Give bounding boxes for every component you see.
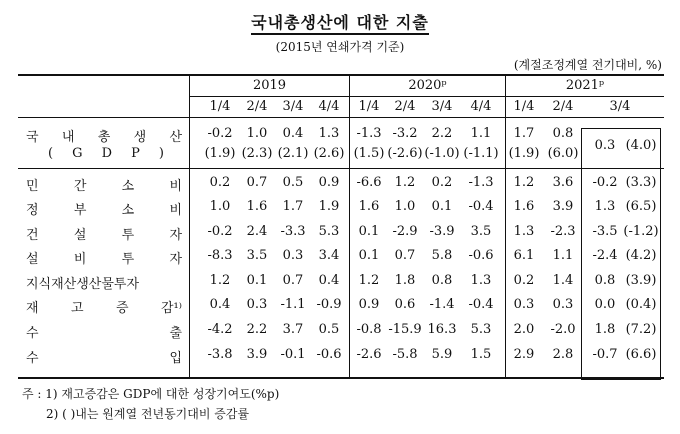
- table-cell: 3.9: [246, 347, 268, 362]
- table-cell: 0.9: [358, 297, 380, 312]
- table-cell: 1.0: [394, 199, 416, 214]
- row-label-char: 투: [121, 228, 135, 243]
- table-cell: 2.2: [431, 126, 453, 141]
- table-cell: 1.1: [552, 248, 574, 263]
- table-cell: (2.3): [241, 146, 273, 161]
- table-cell: 1.6: [246, 199, 268, 214]
- table-cell: 1.3: [318, 126, 340, 141]
- highlight-box: [581, 128, 661, 380]
- table-cell: 3.5: [470, 224, 492, 239]
- table-cell: -0.9: [316, 297, 342, 312]
- row-label-char: 비: [73, 252, 87, 267]
- table-cell: 2.4: [246, 224, 268, 239]
- table-bottom-rule: [18, 377, 664, 379]
- row-label-char: 자: [169, 228, 182, 243]
- row-label-char: 산: [169, 130, 182, 145]
- unit-note: (계절조정계열 전기대비, %): [513, 58, 662, 72]
- table-cell: -0.6: [468, 248, 494, 263]
- table-cell: 2.8: [552, 347, 574, 362]
- table-cell: 0.9: [318, 175, 340, 190]
- row-label-char: 민: [26, 179, 39, 194]
- table-cell: 1.2: [513, 175, 535, 190]
- table-cell: 0.1: [358, 224, 380, 239]
- table-cell: 3.7: [282, 322, 304, 337]
- row-label-char: 부: [73, 203, 87, 218]
- table-cell: -3.5: [592, 224, 618, 239]
- table-cell: -0.8: [356, 322, 382, 337]
- table-cell: -15.9: [388, 322, 422, 337]
- row-label-char: 국: [26, 130, 39, 145]
- table-cell: 1.0: [246, 126, 268, 141]
- row-label-char: (: [48, 146, 54, 161]
- quarter-header: 1/4: [358, 99, 380, 114]
- table-cell: 3.6: [552, 175, 574, 190]
- table-cell: -0.7: [592, 347, 618, 362]
- row-label-char: 소: [121, 179, 135, 194]
- row-label-char: 간: [73, 179, 87, 194]
- yoy-cell: (4.0): [625, 138, 657, 153]
- table-cell: 2.2: [246, 322, 268, 337]
- table-cell: (-1.0): [424, 146, 460, 161]
- table-cell: (1.5): [353, 146, 385, 161]
- footnote-2: 2) ( )내는 원계열 전년동기대비 증감률: [46, 407, 250, 421]
- row-label: [48, 146, 164, 161]
- footnote-1: 주 : 1) 재고증감은 GDP에 대한 성장기여도(%p): [22, 387, 280, 401]
- table-cell: 0.5: [282, 175, 304, 190]
- row-label-char: 내: [61, 130, 75, 145]
- row-label-char: 투: [121, 252, 135, 267]
- table-cell: -3.3: [280, 224, 306, 239]
- year-2019: 2019: [252, 78, 287, 93]
- table-cell: -1.3: [468, 175, 494, 190]
- table-cell: 2.0: [513, 322, 535, 337]
- yoy-cell: (3.3): [625, 175, 657, 190]
- table-cell: 1.5: [470, 347, 492, 362]
- table-cell: -0.6: [316, 347, 342, 362]
- table-cell: -8.3: [207, 248, 233, 263]
- table-cell: -0.4: [468, 297, 494, 312]
- table-cell: 1.2: [358, 273, 380, 288]
- table-cell: 1.0: [209, 199, 231, 214]
- table-cell: 3.9: [552, 199, 574, 214]
- quarter-header: 2/4: [552, 99, 574, 114]
- gdp-rule: [18, 168, 664, 169]
- table-cell: -2.4: [592, 248, 618, 263]
- table-cell: 0.4: [318, 273, 340, 288]
- row-label: [26, 199, 182, 218]
- table-cell: 0.3: [282, 248, 304, 263]
- table-cell: -3.8: [207, 347, 233, 362]
- table-cell: 0.3: [246, 297, 268, 312]
- row-label-char: 입: [169, 351, 182, 366]
- quarter-header: 2/4: [394, 99, 416, 114]
- table-subtitle: (2015년 연쇄가격 기준): [275, 40, 405, 54]
- row-label-char: 비: [169, 179, 182, 194]
- table-cell: -2.0: [550, 322, 576, 337]
- row-label-char: 정: [26, 203, 39, 218]
- table-cell: -1.3: [356, 126, 382, 141]
- table-cell: 0.8: [594, 273, 616, 288]
- quarter-header: 4/4: [318, 99, 340, 114]
- quarter-header: 3/4: [609, 99, 631, 114]
- table-cell: -5.8: [392, 347, 418, 362]
- row-label-char: 재: [26, 301, 39, 316]
- table-cell: 1.8: [394, 273, 416, 288]
- row-label-char: 증: [116, 301, 129, 316]
- row-label-char: D: [101, 146, 113, 161]
- table-cell: -1.1: [280, 297, 306, 312]
- table-cell: 0.0: [594, 297, 616, 312]
- row-label-char: 감¹⁾: [161, 301, 182, 316]
- table-top-rule: [18, 74, 664, 76]
- table-cell: 6.1: [513, 248, 535, 263]
- table-cell: 0.7: [394, 248, 416, 263]
- table-cell: 1.3: [470, 273, 492, 288]
- table-cell: 3.5: [246, 248, 268, 263]
- yoy-cell: (4.2): [625, 248, 657, 263]
- table-cell: 1.6: [358, 199, 380, 214]
- table-cell: (-1.1): [463, 146, 499, 161]
- row-label: [26, 175, 182, 194]
- table-cell: (1.9): [204, 146, 236, 161]
- table-cell: 1.4: [552, 273, 574, 288]
- table-cell: 5.3: [470, 322, 492, 337]
- table-cell: -3.2: [392, 126, 418, 141]
- table-cell: 0.1: [431, 199, 453, 214]
- row-label-char: 자: [169, 252, 182, 267]
- table-cell: -1.4: [429, 297, 455, 312]
- table-cell: -0.1: [280, 347, 306, 362]
- table-cell: 5.8: [431, 248, 453, 263]
- row-label-char: 소: [121, 203, 135, 218]
- row-label: [26, 248, 182, 267]
- year-2021: 2021ᵖ: [565, 78, 605, 93]
- table-cell: -3.9: [429, 224, 455, 239]
- table-cell: 5.9: [431, 347, 453, 362]
- row-label-char: 출: [169, 326, 182, 341]
- table-cell: 0.3: [513, 297, 535, 312]
- table-cell: 0.4: [209, 297, 231, 312]
- table-cell: 0.5: [318, 322, 340, 337]
- yoy-cell: (6.6): [625, 347, 657, 362]
- table-cell: 2.9: [513, 347, 535, 362]
- table-cell: 1.3: [513, 224, 535, 239]
- quarter-header: 2/4: [246, 99, 268, 114]
- row-label: [26, 126, 182, 145]
- table-cell: (-2.6): [387, 146, 423, 161]
- row-label-char: G: [72, 146, 83, 161]
- row-label-char: 설: [73, 228, 87, 243]
- row-label-char: 설: [26, 252, 39, 267]
- row-label: [26, 347, 182, 366]
- table-cell: 3.4: [318, 248, 340, 263]
- yoy-cell: (7.2): [625, 322, 657, 337]
- row-label: [26, 273, 182, 292]
- year-2020: 2020ᵖ: [408, 78, 447, 93]
- quarter-header: 4/4: [470, 99, 492, 114]
- row-label: [26, 224, 182, 243]
- table-cell: 0.2: [431, 175, 453, 190]
- table-cell: -0.2: [207, 126, 233, 141]
- row-label-char: ): [158, 146, 164, 161]
- table-cell: -4.2: [207, 322, 233, 337]
- table-cell: -2.3: [550, 224, 576, 239]
- table-cell: 1.7: [513, 126, 535, 141]
- table-cell: 0.6: [394, 297, 416, 312]
- year-rule: [190, 96, 664, 97]
- quarter-header: 1/4: [209, 99, 231, 114]
- table-cell: (6.0): [547, 146, 579, 161]
- table-cell: 0.4: [282, 126, 304, 141]
- quarter-header: 1/4: [513, 99, 535, 114]
- quarter-header: 3/4: [282, 99, 304, 114]
- table-cell: (2.6): [313, 146, 345, 161]
- table-cell: 0.3: [594, 138, 616, 153]
- table-cell: 1.6: [513, 199, 535, 214]
- table-cell: -2.6: [356, 347, 382, 362]
- table-cell: 0.2: [209, 175, 231, 190]
- row-label-char: 수: [26, 326, 39, 341]
- table-cell: -0.4: [468, 199, 494, 214]
- table-cell: 0.8: [431, 273, 453, 288]
- row-label: [26, 297, 182, 316]
- row-label-char: 고: [71, 301, 84, 316]
- table-cell: 0.2: [513, 273, 535, 288]
- row-label-char: 건: [26, 228, 39, 243]
- table-cell: 16.3: [427, 322, 457, 337]
- table-cell: 0.3: [552, 297, 574, 312]
- row-label-char: 비: [169, 203, 182, 218]
- table-cell: (1.9): [508, 146, 540, 161]
- table-cell: 1.3: [594, 199, 616, 214]
- yoy-cell: (6.5): [625, 199, 657, 214]
- table-cell: -0.2: [207, 224, 233, 239]
- table-cell: 1.7: [282, 199, 304, 214]
- quarter-header: 3/4: [431, 99, 453, 114]
- row-label-char: 수: [26, 351, 39, 366]
- table-cell: -6.6: [356, 175, 382, 190]
- yoy-cell: (3.9): [625, 273, 657, 288]
- table-cell: 0.7: [282, 273, 304, 288]
- table-cell: 1.8: [594, 322, 616, 337]
- table-title: 국내총생산에 대한 지출: [0, 10, 680, 33]
- yoy-cell: (0.4): [625, 297, 657, 312]
- table-cell: -2.9: [392, 224, 418, 239]
- table-cell: (2.1): [277, 146, 309, 161]
- yoy-cell: (-1.2): [623, 224, 659, 239]
- table-cell: 0.1: [358, 248, 380, 263]
- row-label-char: P: [131, 146, 140, 161]
- table-cell: -0.2: [592, 175, 618, 190]
- table-cell: 1.2: [209, 273, 231, 288]
- row-label-char: 지식재산생산물투자: [26, 277, 140, 292]
- table-cell: 1.1: [470, 126, 492, 141]
- row-label-char: 총: [97, 130, 111, 145]
- header-rule: [18, 117, 664, 118]
- table-cell: 1.9: [318, 199, 340, 214]
- table-cell: 0.8: [552, 126, 574, 141]
- table-cell: 5.3: [318, 224, 340, 239]
- row-label-char: 생: [133, 130, 147, 145]
- label-divider: [189, 75, 190, 377]
- row-label: [26, 322, 182, 341]
- table-cell: 1.2: [394, 175, 416, 190]
- table-cell: 0.7: [246, 175, 268, 190]
- table-cell: 0.1: [246, 273, 268, 288]
